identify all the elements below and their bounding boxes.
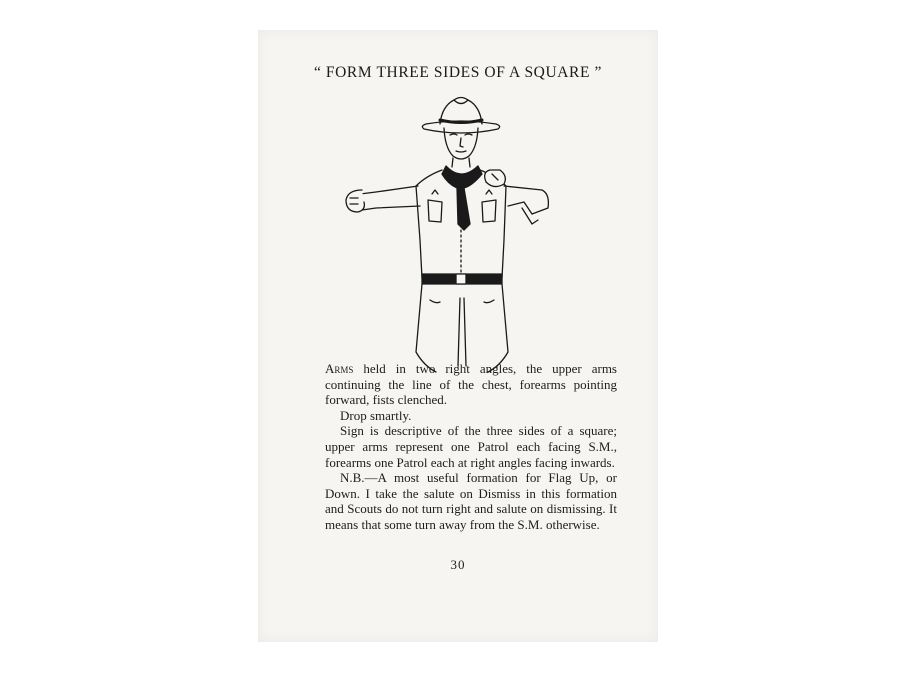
face xyxy=(444,128,478,167)
scout-illustration xyxy=(336,90,586,380)
paragraph-1 xyxy=(325,361,617,408)
left-arm-extended xyxy=(346,186,420,212)
trousers xyxy=(416,284,508,372)
belt xyxy=(422,274,502,284)
neckerchief xyxy=(442,166,482,230)
paragraph-2: Drop smartly. xyxy=(340,407,412,423)
paragraph-1-lead: Arms xyxy=(325,361,354,376)
book-page xyxy=(258,30,658,642)
body-text xyxy=(325,361,617,533)
paragraph-3: Sign is descriptive of the three sides of a square; upper arms represent one Patrol each facing S.M., forearms one Patrol each at right angles facing inwards. xyxy=(325,423,617,470)
page-number: 30 xyxy=(450,557,466,572)
right-arm-bent xyxy=(485,170,549,224)
paragraph-1-rest: held in two right angles, the upper arms continuing the line of the chest, forearms pointing forward, fists clenched. xyxy=(325,361,617,408)
campaign-hat xyxy=(422,98,499,134)
paragraph-4: N.B.—A most useful formation for Flag Up, or Down. I take the salute on Dismiss in this formation and Scouts do not turn right and salute on dismissing. It means that some turn away from the S.M. otherwise. xyxy=(325,470,617,532)
page-title: “ FORM THREE SIDES OF A SQUARE ” xyxy=(313,64,603,81)
